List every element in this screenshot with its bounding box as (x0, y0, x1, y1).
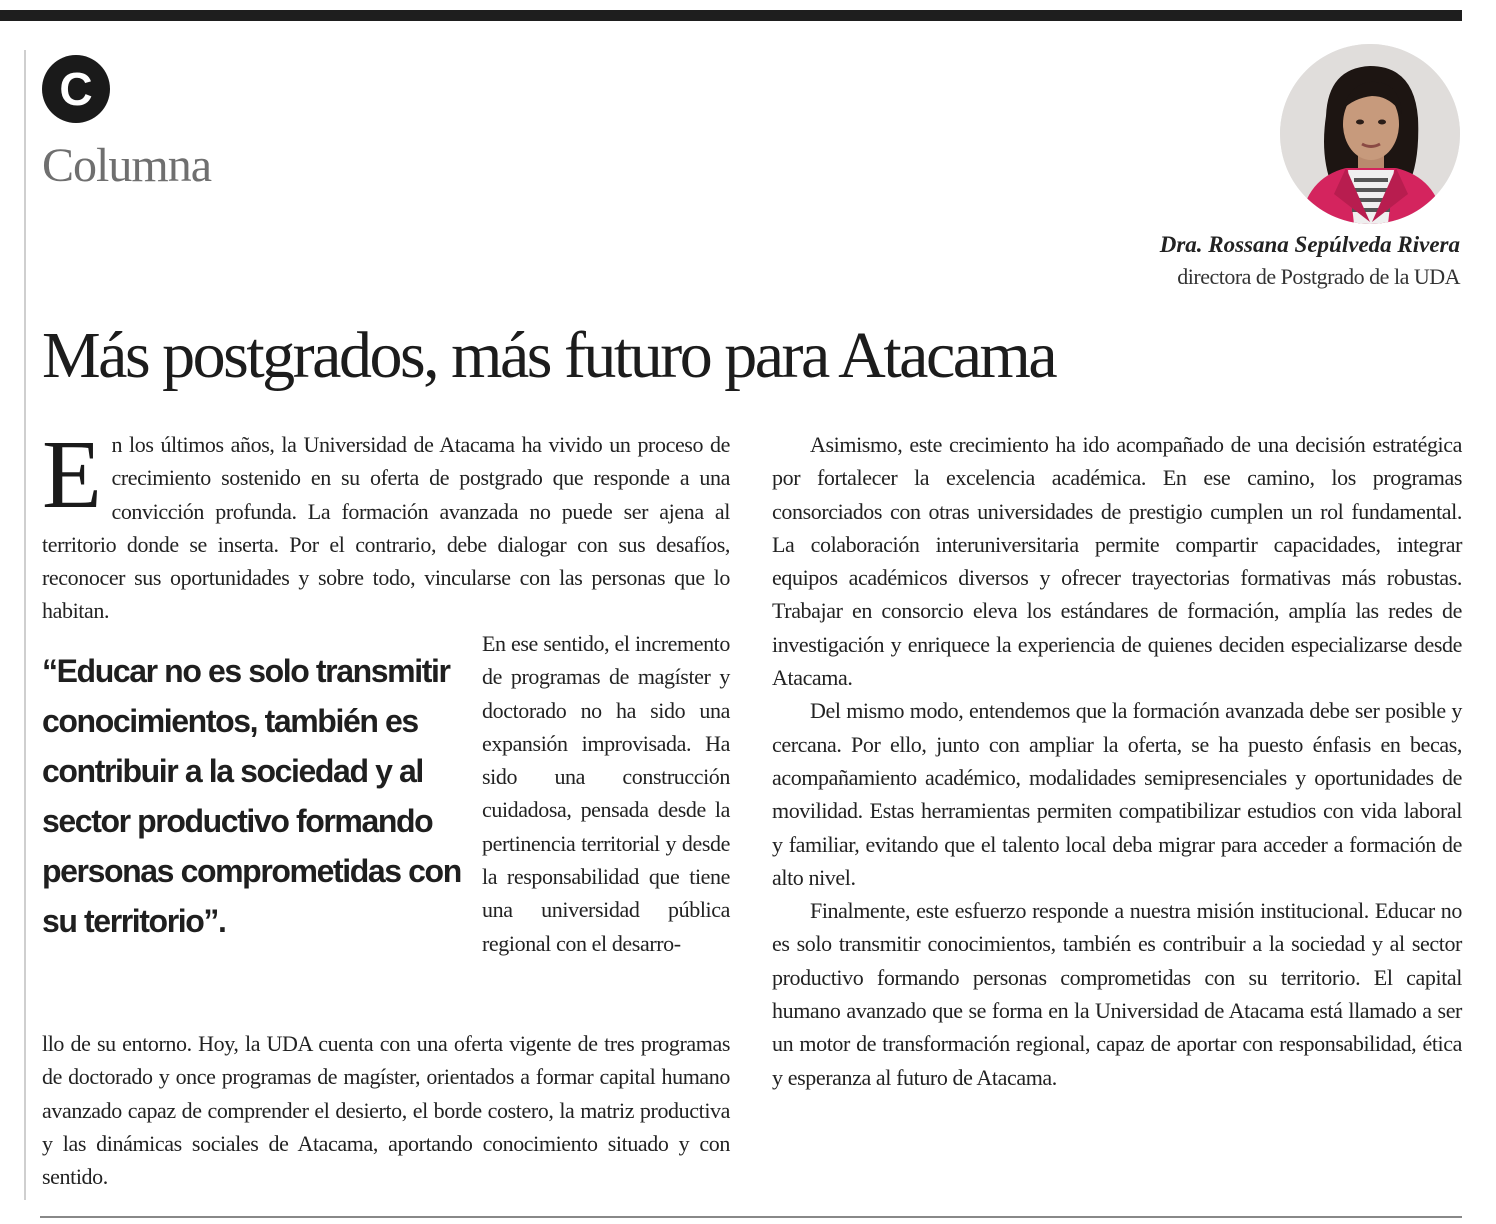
drop-cap: E (42, 421, 102, 529)
article-intro (42, 421, 730, 628)
pull-quote: “Educar no es solo transmitir conocimientos, también es contribuir a la sociedad y al sector productivo formando personas comprometidas con su territorio”. (42, 653, 461, 939)
right-column (772, 428, 1462, 1094)
section-badge: C (42, 55, 110, 123)
author-role: directora de Postgrado de la UDA (1177, 264, 1460, 289)
top-rule (0, 10, 1462, 21)
right-paragraph-1: Asimismo, este crecimiento ha ido acompañado de una decisión estratégica por fortalecer la excelencia académica. En ese camino, los programas consorciados con otras universidades de prestigio cumplen un rol fundamental. La colaboración interuniversitaria permite compartir capacidades, integrar equipos académicos diversos y ofrecer trayectorias formativas más robustas. Trabajar en consorcio eleva los estándares de formación, amplía las redes de investigación y enriquece la experiencia de quienes deciden especializarse desde Atacama. (772, 432, 1462, 691)
continued-paragraph: llo de su entorno. Hoy, la UDA cuenta con una oferta vigente de tres programas de doctorado y once programas de magíster, orientados a formar capital humano avanzado capaz de comprender el desierto, el borde costero, la matriz productiva y las dinámicas sociales de Atacama, aportando conocimiento situado y con sentido. (42, 1031, 730, 1190)
author-photo (1280, 44, 1460, 224)
section-label: Columna (42, 139, 211, 192)
continued-column (42, 1027, 730, 1193)
intro-paragraph: n los últimos años, la Universidad de Atacama ha vivido un proceso de crecimiento sostenido en su oferta de postgrado que responde a una convicción profunda. La formación avanzada no puede ser ajena al territorio donde se inserta. Por el contrario, debe dialogar con sus desafíos, reconocer sus oportunidades y sobre todo, vincularse con las personas que lo habitan. (42, 432, 730, 624)
right-paragraph-3: Finalmente, este esfuerzo responde a nuestra misión institucional. Educar no es solo transmitir conocimientos, también es contribuir a la sociedad y al sector productivo formando personas comprometidas con su territorio. El capital humano avanzado que se forma en la Universidad de Atacama está llamado a ser un motor de transformación regional, capaz de aportar con responsabilidad, ética y esperanza al futuro de Atacama. (772, 898, 1462, 1090)
author-name: Dra. Rossana Sepúlveda Rivera (1159, 232, 1460, 257)
right-paragraph-2: Del mismo modo, entendemos que la formación avanzada debe ser posible y cercana. Por ello, junto con ampliar la oferta, se ha puesto énfasis en becas, acompañamiento académico, modalidades semipresenciales y oportunidades de movilidad. Estas herramientas permiten compatibilizar estudios con vida laboral y familiar, evitando que el talento local deba migrar para acceder a formación de alto nivel. (772, 698, 1462, 890)
left-column-rule (24, 50, 26, 1200)
headline: Más postgrados, más futuro para Atacama (42, 319, 1056, 392)
bottom-rule (40, 1216, 1462, 1218)
narrow-paragraph: En ese sentido, el incremento de programas de magíster y doctorado no ha sido una expansión improvisada. Ha sido una construcción cuidadosa, pensada desde la pertinencia territorial y desde la responsabilidad que tiene una universidad pública regional con el desarro- (482, 631, 730, 956)
narrow-column (482, 627, 730, 960)
